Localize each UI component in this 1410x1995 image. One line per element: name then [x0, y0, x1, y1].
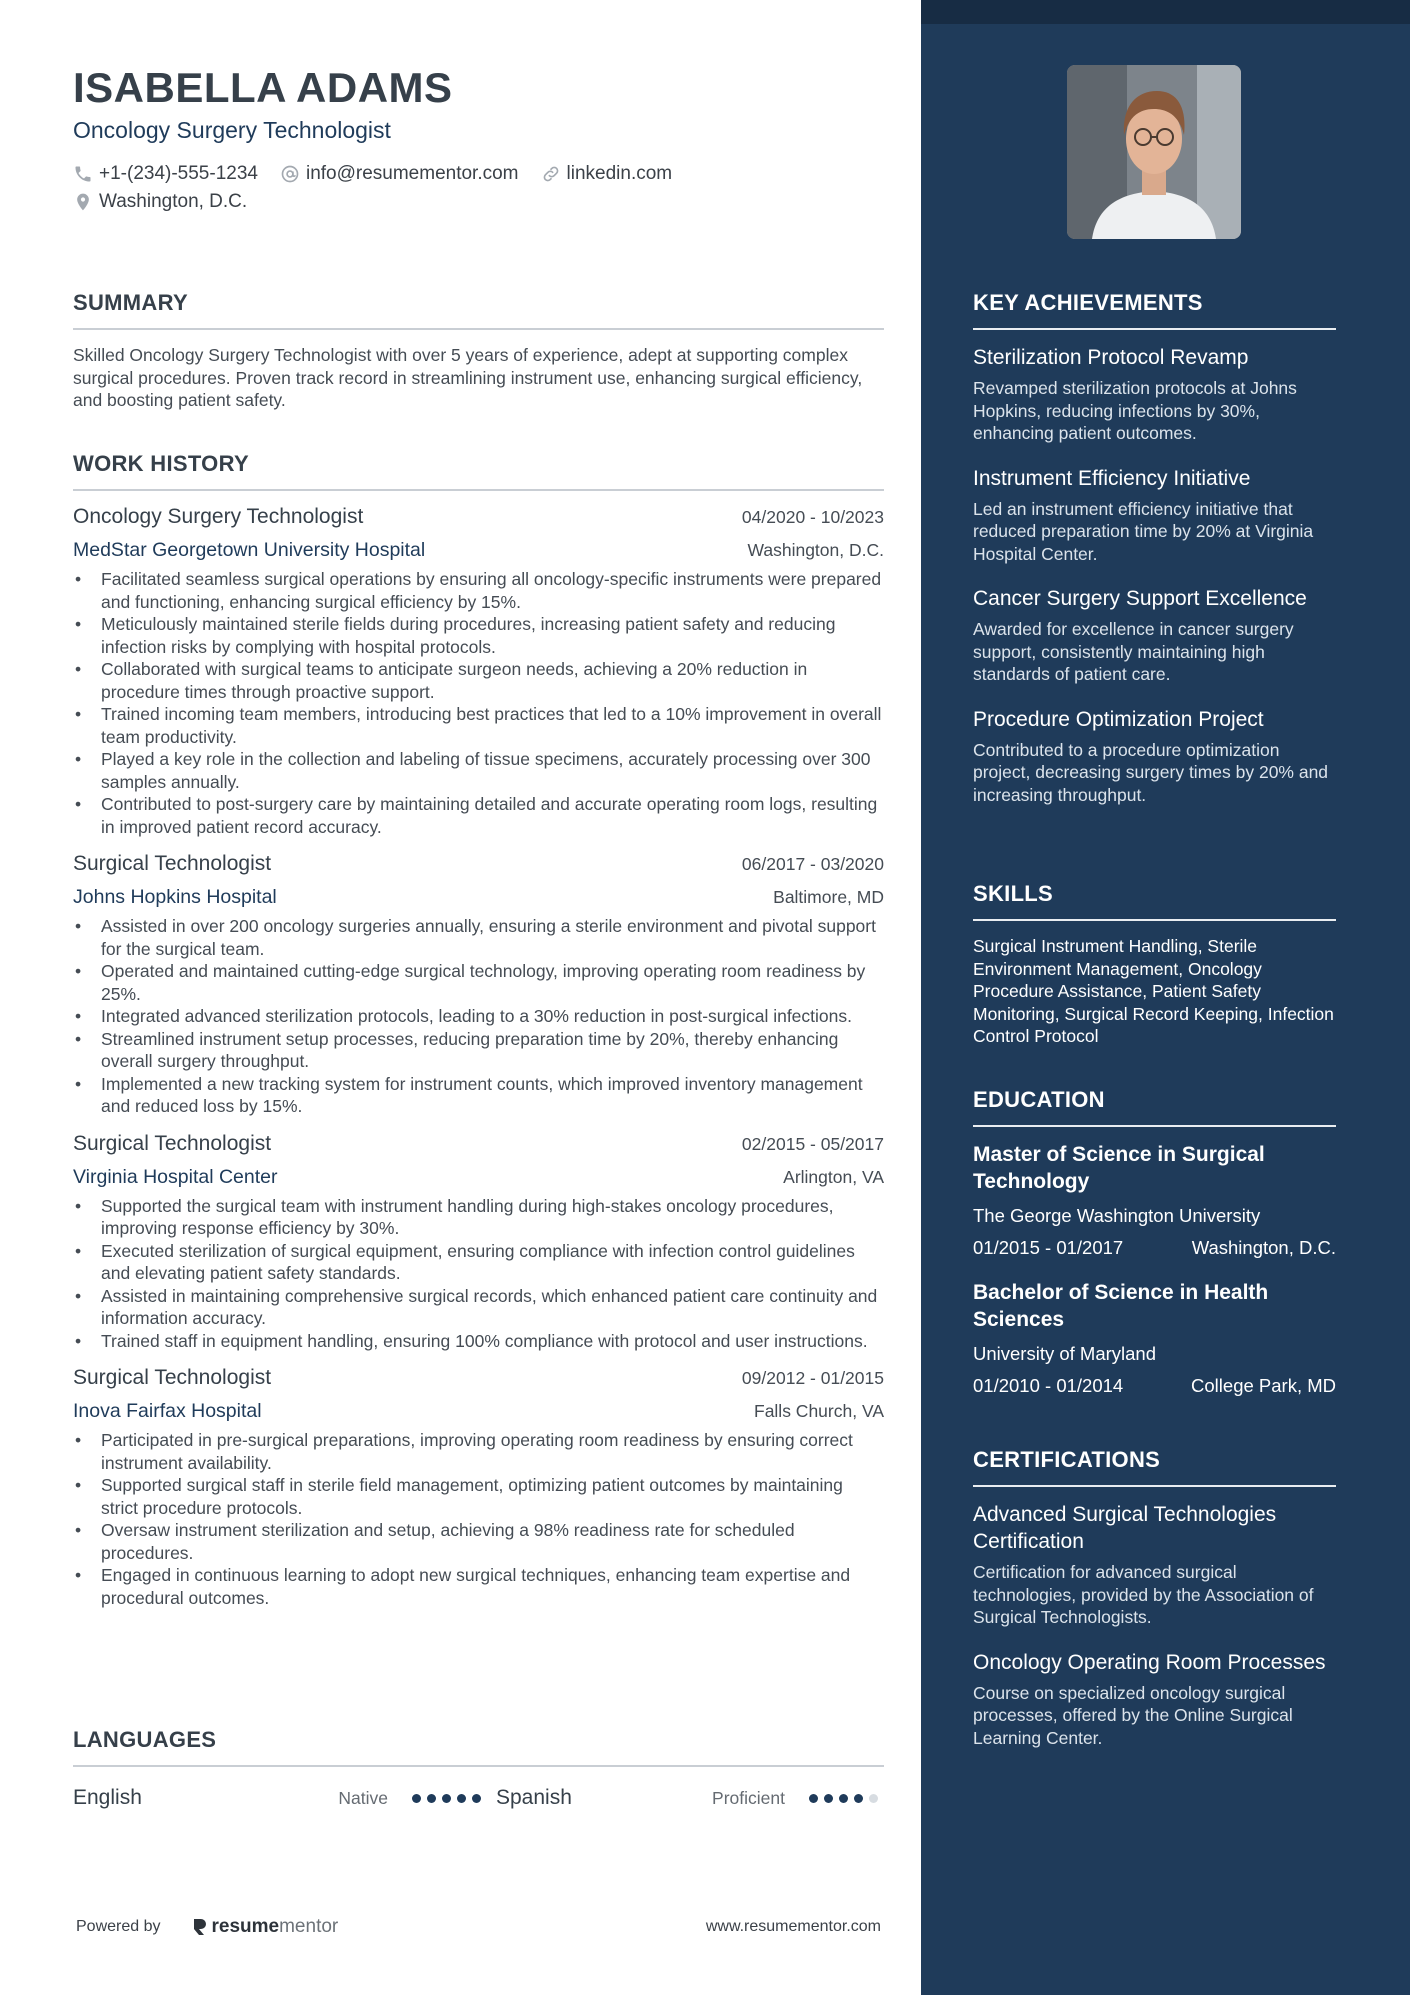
candidate-title: Oncology Surgery Technologist [73, 117, 391, 143]
job-bullet: • Implemented a new tracking system for instrument counts, which improved inventory management and reduced loss by 15%. [73, 1073, 884, 1118]
contact-info [73, 160, 873, 216]
achievement-title: Cancer Surgery Support Excellence [973, 587, 1307, 610]
job-employer: MedStar Georgetown University Hospital [73, 539, 426, 561]
certifications-section [973, 1447, 1336, 1769]
achievement-item [973, 465, 1336, 566]
achievement-description: Awarded for excellence in cancer surgery support, consistently maintaining high standards of patient care. [973, 619, 1294, 684]
achievement-item [973, 706, 1336, 807]
achievement-title: Sterilization Protocol Revamp [973, 346, 1249, 369]
education-school: University of Maryland [973, 1343, 1157, 1364]
profile-photo-illustration [1067, 65, 1241, 239]
certification-title: Advanced Surgical Technologies Certification [973, 1503, 1277, 1553]
education-dates: 01/2010 - 01/2014 [973, 1375, 1124, 1396]
rating-dot [854, 1794, 863, 1803]
job-title: Surgical Technologist [73, 852, 272, 875]
rating-dot [839, 1794, 848, 1803]
education-heading: EDUCATION [973, 1087, 1336, 1127]
job-entry [73, 852, 884, 1118]
at-icon [280, 164, 300, 184]
job-entry [73, 1366, 884, 1609]
summary-heading: SUMMARY [73, 290, 884, 330]
job-bullet: • Participated in pre-surgical preparations, improving operating room readiness by ensuring correct instrument availability. [73, 1429, 884, 1474]
education-location: College Park, MD [1191, 1375, 1336, 1396]
job-bullet: • Trained staff in equipment handling, ensuring 100% compliance with protocol and user instructions. [73, 1330, 884, 1353]
work-history-heading: WORK HISTORY [73, 451, 884, 491]
powered-by-label: Powered by [76, 1918, 161, 1935]
job-title: Surgical Technologist [73, 1131, 272, 1155]
language-level: Proficient [712, 1787, 785, 1808]
certification-description: Certification for advanced surgical technologies, provided by the Association of Surgical Technologists. [973, 1562, 1314, 1627]
job-bullet: • Trained incoming team members, introducing best practices that led to a 10% improvement in overall team productivity. [73, 703, 884, 748]
summary-section [73, 290, 884, 412]
languages-heading: LANGUAGES [73, 1727, 884, 1767]
footer [76, 1916, 881, 1938]
sidebar-top-band [921, 0, 1410, 24]
certification-item [973, 1501, 1336, 1629]
job-bullet: • Meticulously maintained sterile fields during procedures, increasing patient safety and reducing infection risks by complying with hospital protocols. [73, 613, 884, 658]
achievement-description: Contributed to a procedure optimization project, decreasing surgery times by 20% and increasing throughput. [973, 739, 1329, 805]
job-bullet: • Supported the surgical team with instrument handling during high-stakes oncology procedures, improving response efficiency by 30%. [73, 1195, 884, 1240]
key-achievements-heading: KEY ACHIEVEMENTS [973, 290, 1336, 330]
job-entry [73, 1132, 884, 1353]
work-history-section [73, 451, 884, 1623]
job-title: Oncology Surgery Technologist [73, 505, 364, 528]
candidate-name: ISABELLA ADAMS [73, 64, 453, 111]
job-bullet: • Oversaw instrument sterilization and setup, achieving a 98% readiness rate for scheduled procedures. [73, 1519, 884, 1564]
job-bullet: • Engaged in continuous learning to adopt new surgical techniques, enhancing team expertise and procedural outcomes. [73, 1564, 884, 1609]
languages-section [73, 1727, 884, 1815]
location-pin-icon [73, 192, 93, 212]
skills-text: Surgical Instrument Handling, Sterile Environment Management, Oncology Procedure Assistance, Patient Safety Monitoring, Surgical Record Keeping, Infection Control Protocol [973, 936, 1334, 1046]
location-text: Washington, D.C. [99, 191, 248, 212]
job-bullets [73, 1195, 884, 1353]
language-name: Spanish [496, 1786, 572, 1809]
job-location: Baltimore, MD [773, 887, 884, 907]
job-location: Washington, D.C. [747, 540, 884, 560]
language-item [73, 1786, 496, 1810]
job-bullet: • Executed sterilization of surgical equipment, ensuring compliance with infection control guidelines and elevating patient safety standards. [73, 1240, 884, 1285]
linkedin-contact[interactable] [541, 163, 673, 185]
job-employer: Inova Fairfax Hospital [73, 1400, 262, 1422]
email-contact[interactable] [280, 163, 519, 185]
language-rating [809, 1794, 884, 1803]
key-achievements-section [973, 290, 1336, 826]
job-dates: 06/2017 - 03/2020 [741, 854, 884, 874]
job-bullet: • Integrated advanced sterilization protocols, leading to a 30% reduction in post-surgical infections. [73, 1005, 884, 1028]
certification-title: Oncology Operating Room Processes [973, 1650, 1326, 1674]
job-employer: Johns Hopkins Hospital [73, 886, 277, 908]
phone-text: +1-(234)-555-1234 [99, 163, 258, 184]
education-item [973, 1279, 1336, 1397]
job-entry [73, 505, 884, 838]
rating-dot [809, 1794, 818, 1803]
rating-dot [869, 1794, 878, 1803]
job-bullet: • Facilitated seamless surgical operations by ensuring all oncology-specific instruments were prepared and functioning, enhancing surgical efficiency by 15%. [73, 568, 884, 613]
summary-text: Skilled Oncology Surgery Technologist with over 5 years of experience, adept at supporting complex surgical procedures. Proven track record in streamlining instrument use, enhancing surgical efficiency, and boosting patient safety. [73, 345, 863, 410]
job-title: Surgical Technologist [73, 1366, 272, 1389]
education-location: Washington, D.C. [1191, 1237, 1336, 1258]
skills-section [973, 881, 1336, 1048]
achievement-description: Revamped sterilization protocols at Johns Hopkins, reducing infections by 30%, enhancing patient outcomes. [973, 378, 1297, 443]
job-bullets [73, 1429, 884, 1609]
footer-website[interactable]: www.resumementor.com [705, 1918, 881, 1935]
skills-heading: SKILLS [973, 881, 1336, 921]
job-dates: 09/2012 - 01/2015 [741, 1368, 884, 1388]
linkedin-text: linkedin.com [566, 163, 673, 184]
job-dates: 04/2020 - 10/2023 [741, 507, 884, 527]
achievement-description: Led an instrument efficiency initiative that reduced preparation time by 20% at Virginia Hospital Center. [973, 498, 1314, 564]
brand-name-light: mentor [279, 1916, 339, 1937]
education-section [973, 1087, 1336, 1417]
brand-name-bold: resume [211, 1916, 280, 1937]
job-bullet: • Supported surgical staff in sterile field management, optimizing patient outcomes by maintaining strict procedure protocols. [73, 1474, 884, 1519]
job-bullets [73, 568, 884, 838]
certification-item [973, 1649, 1336, 1750]
certification-description: Course on specialized oncology surgical processes, offered by the Online Surgical Learning Center. [973, 1682, 1293, 1748]
language-item [496, 1786, 884, 1810]
rating-dot [412, 1794, 421, 1803]
language-name: English [73, 1786, 142, 1809]
link-icon [541, 164, 561, 184]
job-bullet: • Contributed to post-surgery care by maintaining detailed and accurate operating room logs, resulting in improved patient record accuracy. [73, 793, 884, 838]
job-bullet: • Played a key role in the collection and labeling of tissue specimens, accurately processing over 300 samples annually. [73, 748, 884, 793]
job-bullet: • Streamlined instrument setup processes, reducing preparation time by 20%, thereby enhancing overall surgery throughput. [73, 1028, 884, 1073]
job-bullet: • Operated and maintained cutting-edge surgical technology, improving operating room readiness by 25%. [73, 960, 884, 1005]
rating-dot [442, 1794, 451, 1803]
phone-icon [73, 164, 93, 184]
email-text: info@resumementor.com [305, 163, 519, 184]
rating-dot [427, 1794, 436, 1803]
achievement-title: Instrument Efficiency Initiative [973, 466, 1251, 490]
education-degree: Bachelor of Science in Health Sciences [973, 1281, 1269, 1331]
education-school: The George Washington University [973, 1205, 1261, 1226]
education-item [973, 1141, 1336, 1259]
job-employer: Virginia Hospital Center [73, 1165, 278, 1188]
job-bullet: • Assisted in over 200 oncology surgeries annually, ensuring a sterile environment and pivotal support for the surgical team. [73, 915, 884, 960]
job-location: Falls Church, VA [754, 1401, 884, 1421]
profile-photo [1067, 65, 1241, 239]
rating-dot [457, 1794, 466, 1803]
brand-mark-icon [191, 1917, 209, 1937]
rating-dot [472, 1794, 481, 1803]
job-bullet: • Assisted in maintaining comprehensive surgical records, which enhanced patient care continuity and information accuracy. [73, 1285, 884, 1330]
resumementor-logo[interactable] [191, 1916, 339, 1938]
achievement-title: Procedure Optimization Project [973, 707, 1264, 731]
language-rating [412, 1794, 487, 1803]
education-degree: Master of Science in Surgical Technology [973, 1143, 1265, 1193]
job-location: Arlington, VA [783, 1166, 884, 1187]
location-contact [73, 191, 247, 213]
language-level: Native [338, 1787, 388, 1808]
education-dates: 01/2015 - 01/2017 [973, 1237, 1124, 1258]
phone-contact[interactable] [73, 163, 258, 185]
achievement-item [973, 344, 1336, 445]
job-dates: 02/2015 - 05/2017 [741, 1133, 884, 1154]
certifications-heading: CERTIFICATIONS [973, 1447, 1336, 1487]
job-bullet: • Collaborated with surgical teams to anticipate surgeon needs, achieving a 20% reduction in procedure times through proactive support. [73, 658, 884, 703]
achievement-item [973, 585, 1336, 686]
job-bullets [73, 915, 884, 1118]
rating-dot [824, 1794, 833, 1803]
